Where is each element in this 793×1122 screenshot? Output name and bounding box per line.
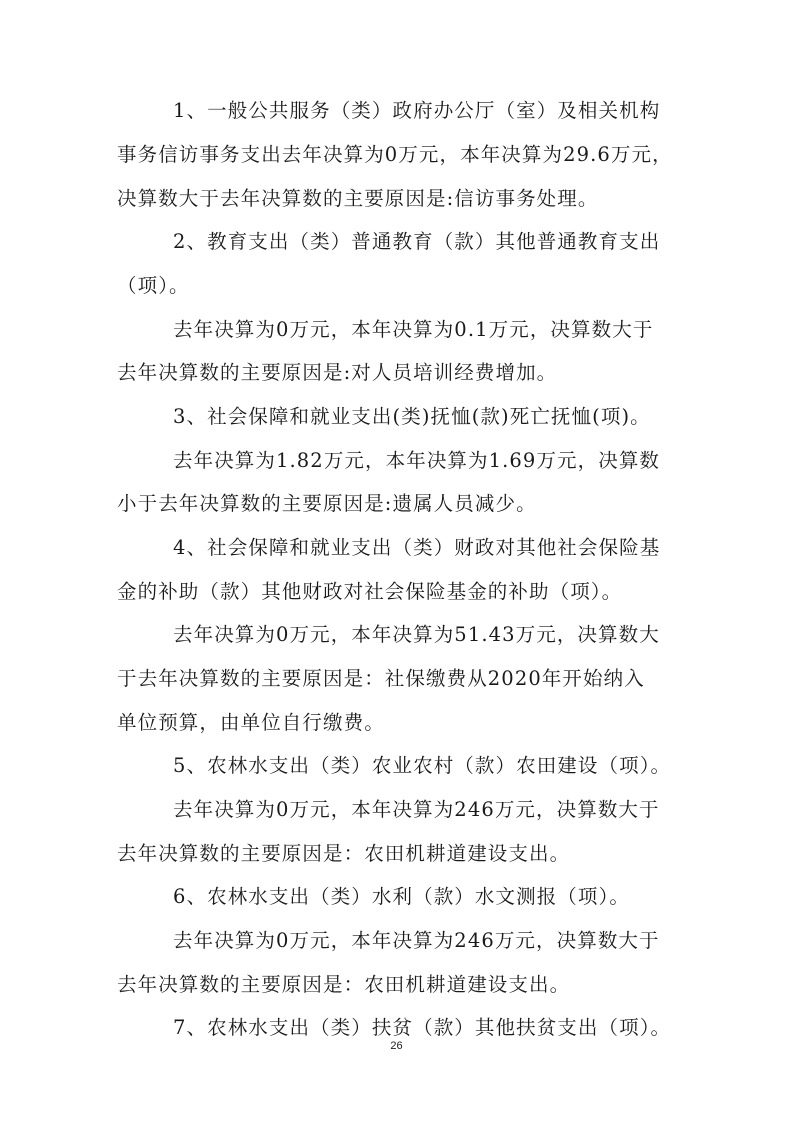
text-line-14: 于去年决算数的主要原因是：社保缴费从2020年开始纳入: [117, 667, 645, 690]
text-line-19: 6、农林水支出（类）水利（款）水文测报（项）。: [173, 885, 630, 908]
text-line-5: （项）。: [117, 274, 190, 297]
text-line-9: 去年决算为1.82万元，本年决算为1.69万元，决算数: [173, 449, 661, 472]
text-line-6: 去年决算为0万元，本年决算为0.1万元，决算数大于: [173, 318, 654, 341]
text-line-1: 1、一般公共服务（类）政府办公厅（室）及相关机构: [173, 99, 661, 122]
text-line-20: 去年决算为0万元，本年决算为246万元，决算数大于: [173, 929, 660, 952]
text-line-12: 金的补助（款）其他财政对社会保险基金的补助（项）。: [117, 580, 623, 603]
text-line-22: 7、农林水支出（类）扶贫（款）其他扶贫支出（项）。: [173, 1016, 672, 1039]
text-line-2: 事务信访事务支出去年决算为0万元，本年决算为29.6万元，: [117, 143, 673, 166]
text-line-15: 单位预算，由单位自行缴费。: [117, 711, 385, 734]
text-line-13: 去年决算为0万元，本年决算为51.43万元，决算数大: [173, 623, 660, 646]
text-line-21: 去年决算数的主要原因是：农田机耕道建设支出。: [117, 973, 571, 996]
text-line-10: 小于去年决算数的主要原因是:遗属人员减少。: [117, 492, 537, 515]
text-line-8: 3、社会保障和就业支出(类)抚恤(款)死亡抚恤(项)。: [173, 405, 651, 428]
text-line-16: 5、农林水支出（类）农业农村（款）农田建设（项）。: [173, 754, 672, 777]
text-line-3: 决算数大于去年决算数的主要原因是:信访事务处理。: [117, 187, 599, 210]
text-line-11: 4、社会保障和就业支出（类）财政对其他社会保险基: [173, 536, 661, 559]
text-line-18: 去年决算数的主要原因是：农田机耕道建设支出。: [117, 842, 571, 865]
text-line-4: 2、教育支出（类）普通教育（款）其他普通教育支出: [173, 230, 661, 253]
text-line-7: 去年决算数的主要原因是:对人员培训经费增加。: [117, 361, 558, 384]
page-number: 26: [390, 1040, 403, 1052]
text-line-17: 去年决算为0万元，本年决算为246万元，决算数大于: [173, 798, 660, 821]
